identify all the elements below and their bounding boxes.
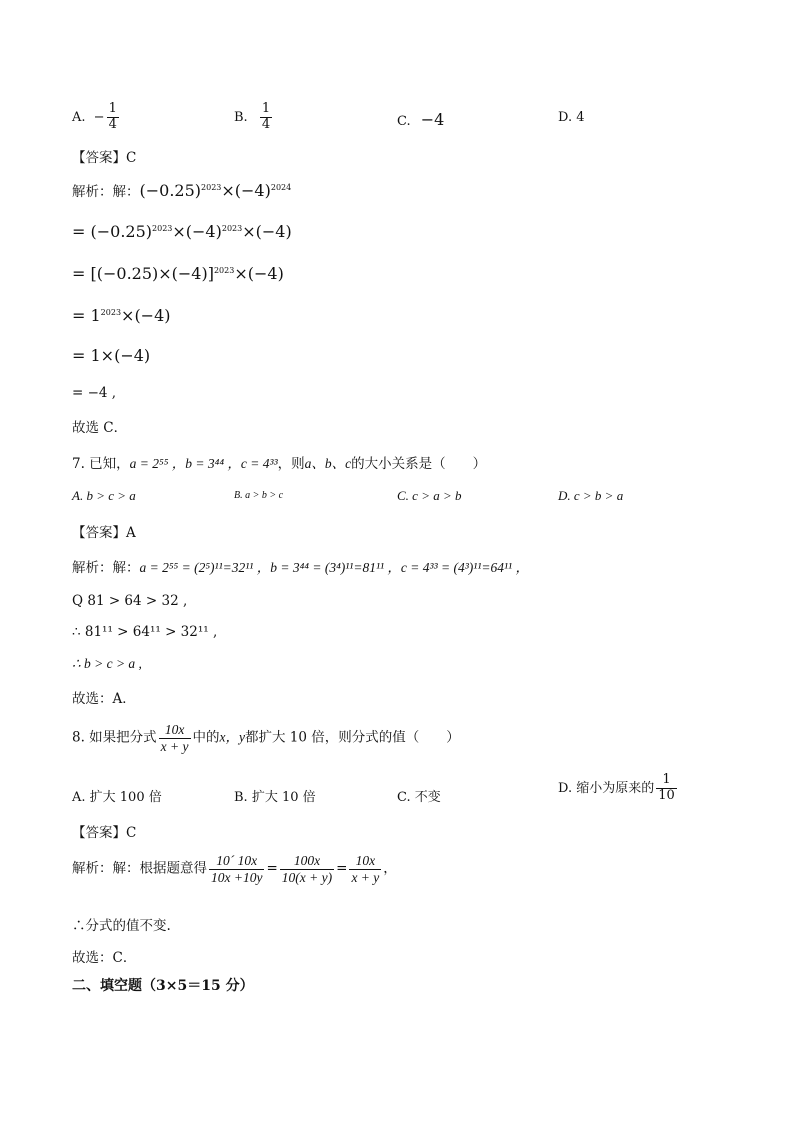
q6-conclusion: 故选 C． bbox=[72, 420, 128, 436]
section-heading: 二、填空题（3×5＝15 分） bbox=[72, 978, 254, 994]
q8-answer: 【答案】C bbox=[72, 825, 137, 841]
minus-sign: − bbox=[93, 109, 105, 125]
punctuation: ， bbox=[383, 860, 397, 877]
stem-text: 中的 bbox=[192, 729, 220, 746]
numerator: 100x bbox=[293, 853, 321, 868]
option-letter: B. bbox=[234, 109, 248, 125]
denominator: 4 bbox=[261, 116, 271, 132]
stem-math: x，y bbox=[219, 729, 245, 745]
expr: ×(−4) bbox=[234, 264, 284, 283]
denominator: x + y bbox=[160, 738, 189, 754]
q8-analysis-line-1 bbox=[72, 853, 397, 885]
q6-option-d: D. 4 bbox=[558, 110, 585, 125]
exponent: 2023 bbox=[152, 224, 173, 233]
option-letter: C. bbox=[397, 114, 411, 129]
denominator: 10x +10y bbox=[211, 869, 263, 885]
exponent: 2024 bbox=[270, 183, 292, 192]
exponent: 2023 bbox=[100, 308, 122, 317]
numerator: 1 bbox=[662, 772, 671, 787]
expr: = [(−0.25)×(−4)] bbox=[72, 264, 214, 283]
option-letter: A. bbox=[72, 109, 86, 125]
q7-stem bbox=[72, 452, 486, 472]
q6-option-c bbox=[397, 110, 444, 129]
q8-conclusion: 故选：C． bbox=[72, 950, 137, 966]
fraction bbox=[209, 853, 264, 885]
equals-sign: = bbox=[266, 860, 278, 877]
analysis-label: 解析：解： bbox=[72, 184, 140, 200]
q6-analysis-line-6: = −4 , bbox=[72, 385, 117, 401]
equals-sign: = bbox=[336, 860, 348, 877]
q6-option-a bbox=[72, 102, 121, 133]
exponent: 2023 bbox=[213, 266, 235, 275]
q7-option-d: D. c > b > a bbox=[558, 488, 624, 503]
denominator: 10 bbox=[658, 787, 675, 803]
q8-analysis-line-2: ∴分式的值不变. bbox=[72, 918, 171, 934]
fraction bbox=[260, 102, 272, 133]
q7-conclusion: 故选：A． bbox=[72, 691, 136, 707]
q8-option-c: C. 不变 bbox=[397, 790, 441, 805]
q8-option-d bbox=[558, 773, 679, 804]
stem-text: 8. 如果把分式 bbox=[72, 729, 157, 746]
analysis-label: 解析：解：根据题意得 bbox=[72, 860, 207, 877]
denominator: x + y bbox=[351, 869, 380, 885]
analysis-label: 解析：解： bbox=[72, 560, 140, 576]
q7-analysis-line-4: ∴ b > c > a , bbox=[72, 656, 142, 671]
numerator: 10x bbox=[164, 722, 185, 737]
stem-text: 的大小关系是（ ） bbox=[351, 456, 487, 472]
expr: ×(−4) bbox=[121, 306, 171, 325]
q6-analysis-line-4 bbox=[72, 306, 171, 325]
q7-option-c: C. c > a > b bbox=[397, 488, 462, 503]
q7-analysis-line-1 bbox=[72, 556, 529, 576]
expr: ×(−4) bbox=[221, 181, 271, 200]
q8-option-a: A. 扩大 100 倍 bbox=[72, 790, 162, 805]
expr: = (−0.25) bbox=[72, 222, 153, 241]
numerator: 1 bbox=[261, 101, 271, 116]
stem-text: 7. 已知， bbox=[72, 456, 130, 472]
q7-analysis-line-3: ∴ 81¹¹ > 64¹¹ > 32¹¹ , bbox=[72, 624, 218, 640]
numerator: 1 bbox=[108, 101, 117, 116]
q7-answer: 【答案】A bbox=[72, 525, 136, 541]
expr: ×(−4) bbox=[172, 222, 222, 241]
expr: (−0.25) bbox=[139, 181, 202, 200]
fraction bbox=[349, 853, 381, 885]
denominator: 4 bbox=[108, 116, 117, 132]
fraction bbox=[656, 773, 677, 804]
q8-stem bbox=[72, 722, 460, 754]
exponent: 2023 bbox=[201, 183, 222, 192]
q6-analysis-line-3 bbox=[72, 264, 284, 283]
numerator: 10´ 10x bbox=[216, 853, 258, 868]
fraction bbox=[159, 722, 191, 754]
expr: ×(−4) bbox=[242, 222, 292, 241]
q6-analysis-line-2 bbox=[72, 222, 292, 241]
fraction bbox=[280, 853, 334, 885]
expr: = 1 bbox=[72, 306, 101, 325]
exponent: 2023 bbox=[221, 224, 243, 233]
numerator: 10x bbox=[355, 853, 376, 868]
q7-option-b: B. a > b > c bbox=[234, 490, 284, 501]
q6-answer: 【答案】C bbox=[72, 150, 137, 166]
stem-text: ，则 bbox=[277, 456, 305, 472]
q6-option-b bbox=[234, 102, 274, 133]
q6-analysis-line-5: = 1×(−4) bbox=[72, 346, 151, 365]
stem-math: a = 2⁵⁵ ，b = 3⁴⁴ ，c = 4³³ bbox=[129, 456, 278, 471]
analysis-math: a = 2⁵⁵ = (2⁵)¹¹=32¹¹ ，b = 3⁴⁴ = (3⁴)¹¹=81¹¹ ，c = 4³³ = (4³)¹¹=64¹¹ ， bbox=[139, 560, 529, 575]
q6-analysis-line-1 bbox=[72, 180, 291, 200]
fraction bbox=[107, 102, 119, 133]
q7-option-a: A. b > c > a bbox=[72, 488, 136, 503]
option-value: −4 bbox=[420, 110, 445, 129]
q7-analysis-line-2: Q 81 > 64 > 32 , bbox=[72, 593, 188, 609]
denominator: 10(x + y) bbox=[281, 869, 333, 885]
stem-math: a、b、c bbox=[304, 456, 352, 471]
q8-option-b: B. 扩大 10 倍 bbox=[234, 790, 316, 805]
option-text: D. 缩小为原来的 bbox=[558, 780, 655, 796]
stem-text: 都扩大 10 倍，则分式的值（ ） bbox=[245, 729, 460, 746]
